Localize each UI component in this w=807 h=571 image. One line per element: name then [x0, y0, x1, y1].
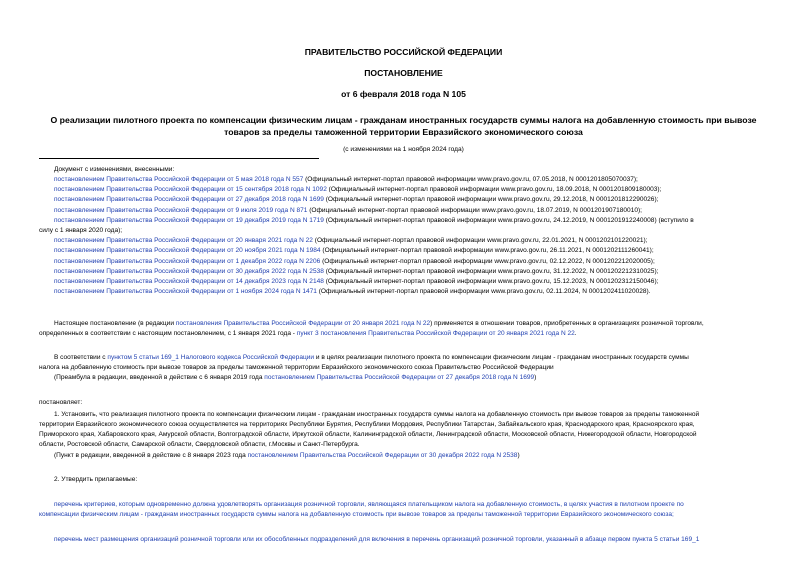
note-text: . [574, 330, 577, 337]
note-text: определенных в соответствии с настоящим постановлением, с 1 января 2021 года - [39, 330, 297, 337]
item-1-edition [54, 451, 520, 460]
amendment-line [54, 206, 642, 215]
amendment-link[interactable]: постановлением Правительства Российской Федерации от 27 декабря 2018 года N 1699 [54, 196, 324, 204]
amendment-link[interactable]: постановлением Правительства Российской Федерации от 30 декабря 2022 года N 2538 [54, 267, 324, 275]
amendment-line [54, 195, 658, 204]
edition-text: (Пункт в редакции, введенной в действие с 8 января 2023 года [54, 452, 248, 459]
title-line-2: товаров за пределы таможенной территории Евразийского экономического союза [224, 126, 583, 137]
item-1-line-4: области, Ростовской области, Самарской области, Свердловской области, г.Москвы и Санкт-Петербурга. [39, 441, 360, 448]
postanovlyaet: постановляет: [39, 399, 83, 406]
edition-text: ) [534, 374, 537, 381]
preamble-edition [54, 373, 536, 382]
item-1-line-3: Приморского края, Хабаровского края, Амурской области, Волгоградской области, Иркутской области, Калининградской области, Ленинградской области, Московской области, Нижегородской области, Новгородской [39, 431, 697, 438]
amendment-source: (Официальный интернет-портал правовой информации www.pravo.gov.ru, 31.12.2022, N 0001202212310025); [323, 267, 659, 275]
amendment-link[interactable]: постановлением Правительства Российской Федерации от 1 ноября 2024 года N 1471 [54, 288, 317, 296]
edition-note: (с изменениями на 1 ноября 2024 года) [343, 146, 464, 153]
amendment-source: (Официальный интернет-портал правовой информации www.pravo.gov.ru, 29.12.2018, N 0001201812290026); [323, 196, 659, 204]
amendment-link[interactable]: постановлением Правительства Российской Федерации от 15 сентября 2018 года N 1092 [54, 186, 327, 194]
amendment-source: (Официальный интернет-портал правовой информации www.pravo.gov.ru, 07.05.2018, N 0001201805070037); [303, 176, 638, 183]
edition-text: ) [517, 452, 520, 459]
amendment-link[interactable]: постановлением Правительства Российской Федерации от 20 января 2021 года N 22 [54, 237, 313, 245]
government-heading: ПРАВИТЕЛЬСТВО РОССИЙСКОЙ ФЕДЕРАЦИИ [304, 47, 503, 57]
amendment-source: (Официальный интернет-портал правовой информации www.pravo.gov.ru, 24.12.2019, N 0001201912240008) (вступило в [323, 216, 694, 224]
amendment-line [54, 175, 638, 184]
amendment-source: силу с 1 января 2020 года); [39, 227, 123, 234]
criteria-list-link-line-2[interactable]: компенсации физическим лицам - гражданам иностранных государств суммы налога на добавленную стоимость при вывозе товаров за пределы таможенной территории Евразийского экономического союза; [39, 511, 674, 518]
doc-type-heading: ПОСТАНОВЛЕНИЕ [364, 68, 443, 78]
note-text: ) применяется в отношении товаров, приобретенных в организациях розничной торговли, [430, 320, 704, 327]
point-3-link[interactable]: пункт 3 постановления Правительства Российской Федерации от 20 января 2021 года N 22 [296, 330, 575, 337]
document-title [40, 115, 767, 138]
amendment-source: (Официальный интернет-портал правовой информации www.pravo.gov.ru, 18.09.2018, N 0001201809180003); [326, 186, 662, 194]
edition-link[interactable]: постановлением Правительства Российской Федерации от 27 декабря 2018 года N 1699 [264, 374, 535, 381]
note-line-2 [39, 329, 577, 338]
amendment-line [54, 257, 655, 266]
edition-link[interactable]: постановлением Правительства Российской Федерации от 30 декабря 2022 года N 2538 [247, 452, 518, 459]
preamble-text: В соответствии с [54, 354, 108, 361]
preamble-text: и в целях реализации пилотного проекта по компенсации физическим лицам - гражданам иностранных государств суммы [314, 354, 689, 361]
amendment-source: (Официальный интернет-портал правовой информации www.pravo.gov.ru, 15.12.2023, N 0001202312150046); [323, 278, 659, 285]
title-line-1: О реализации пилотного проекта по компенсации физическим лицам - гражданам иностранных государств суммы налога на добавленную стоимость при вывозе [50, 115, 757, 125]
edition-text: (Преамбула в редакции, введенной в действие с 6 января 2019 года [54, 374, 265, 381]
divider [39, 158, 319, 159]
date-number-heading: от 6 февраля 2018 года N 105 [341, 89, 466, 99]
amendment-line [39, 226, 122, 235]
amendments-intro: Документ с изменениями, внесенными: [54, 166, 175, 173]
amendment-link[interactable]: постановлением Правительства Российской Федерации от 20 ноября 2021 года N 1984 [54, 247, 321, 255]
amendment-link[interactable]: постановлением Правительства Российской Федерации от 5 мая 2018 года N 557 [54, 176, 304, 183]
amendment-line [54, 267, 658, 276]
preamble-line-1 [54, 353, 689, 362]
amendment-link[interactable]: постановлением Правительства Российской Федерации от 1 декабря 2022 года N 2206 [54, 257, 321, 265]
amendment-source: (Официальный интернет-портал правовой информации www.pravo.gov.ru, 26.11.2021, N 0001202111260041); [320, 247, 654, 255]
amendment-source: (Официальный интернет-портал правовой информации www.pravo.gov.ru, 02.11.2024, N 0001202411020028). [316, 288, 651, 296]
item-1-line-2: территории Евразийского экономического союза осуществляется на территориях Республики Бурятия, Республики Мордовия, Республики Татарстан, Забайкальского края, Краснодарского края, Красноярского края, [39, 421, 695, 428]
amendment-source: (Официальный интернет-портал правовой информации www.pravo.gov.ru, 18.07.2019, N 0001201907180010); [307, 206, 642, 214]
criteria-list-link-line-1[interactable]: перечень критериев, которым одновременно должна удовлетворять организация розничной торговли, являющаяся плательщиком налога на добавленную стоимость, в целях участия в пилотном проекте по [54, 501, 684, 508]
amendment-source: (Официальный интернет-портал правовой информации www.pravo.gov.ru, 22.01.2021, N 0001202101220021); [312, 237, 648, 245]
amendment-line [54, 216, 694, 225]
amendment-link[interactable]: постановлением Правительства Российской Федерации от 14 декабря 2023 года N 2148 [54, 278, 324, 285]
note-text: Настоящее постановление (в редакции [54, 320, 176, 327]
amendment-line [54, 287, 651, 296]
item-1-line-1: 1. Установить, что реализация пилотного проекта по компенсации физическим лицам - гражданам иностранных государств суммы налога на добавленную стоимость при вывозе товаров за пределы таможенной [54, 411, 700, 418]
amendment-source: (Официальный интернет-портал правовой информации www.pravo.gov.ru, 02.12.2022, N 0001202212020005); [320, 257, 655, 265]
amendment-link[interactable]: постановления Правительства Российской Федерации от 20 января 2021 года N 22 [175, 320, 431, 327]
tax-code-link[interactable]: пунктом 5 статьи 169_1 Налогового кодекса Российской Федерации [107, 354, 315, 361]
item-2: 2. Утвердить прилагаемые: [54, 476, 138, 483]
amendment-link[interactable]: постановлением Правительства Российской Федерации от 9 июля 2019 года N 871 [54, 206, 308, 214]
amendment-line [54, 185, 661, 194]
amendment-line [54, 236, 648, 245]
amendment-link[interactable]: постановлением Правительства Российской Федерации от 19 декабря 2019 года N 1719 [54, 216, 324, 224]
locations-list-link-line-1[interactable]: перечень мест размещения организаций розничной торговли или их обособленных подразделений для включения в перечень организаций розничной торговли, указанный в абзаце первом пункта 5 статьи 169_1 [54, 536, 700, 543]
amendment-line [54, 246, 654, 255]
preamble-line-2: налога на добавленную стоимость при вывозе товаров за пределы таможенной территории Евразийского экономического союза Правительство Российской Федерации [39, 364, 554, 371]
note-line-1 [54, 319, 704, 328]
amendment-line [54, 277, 658, 286]
